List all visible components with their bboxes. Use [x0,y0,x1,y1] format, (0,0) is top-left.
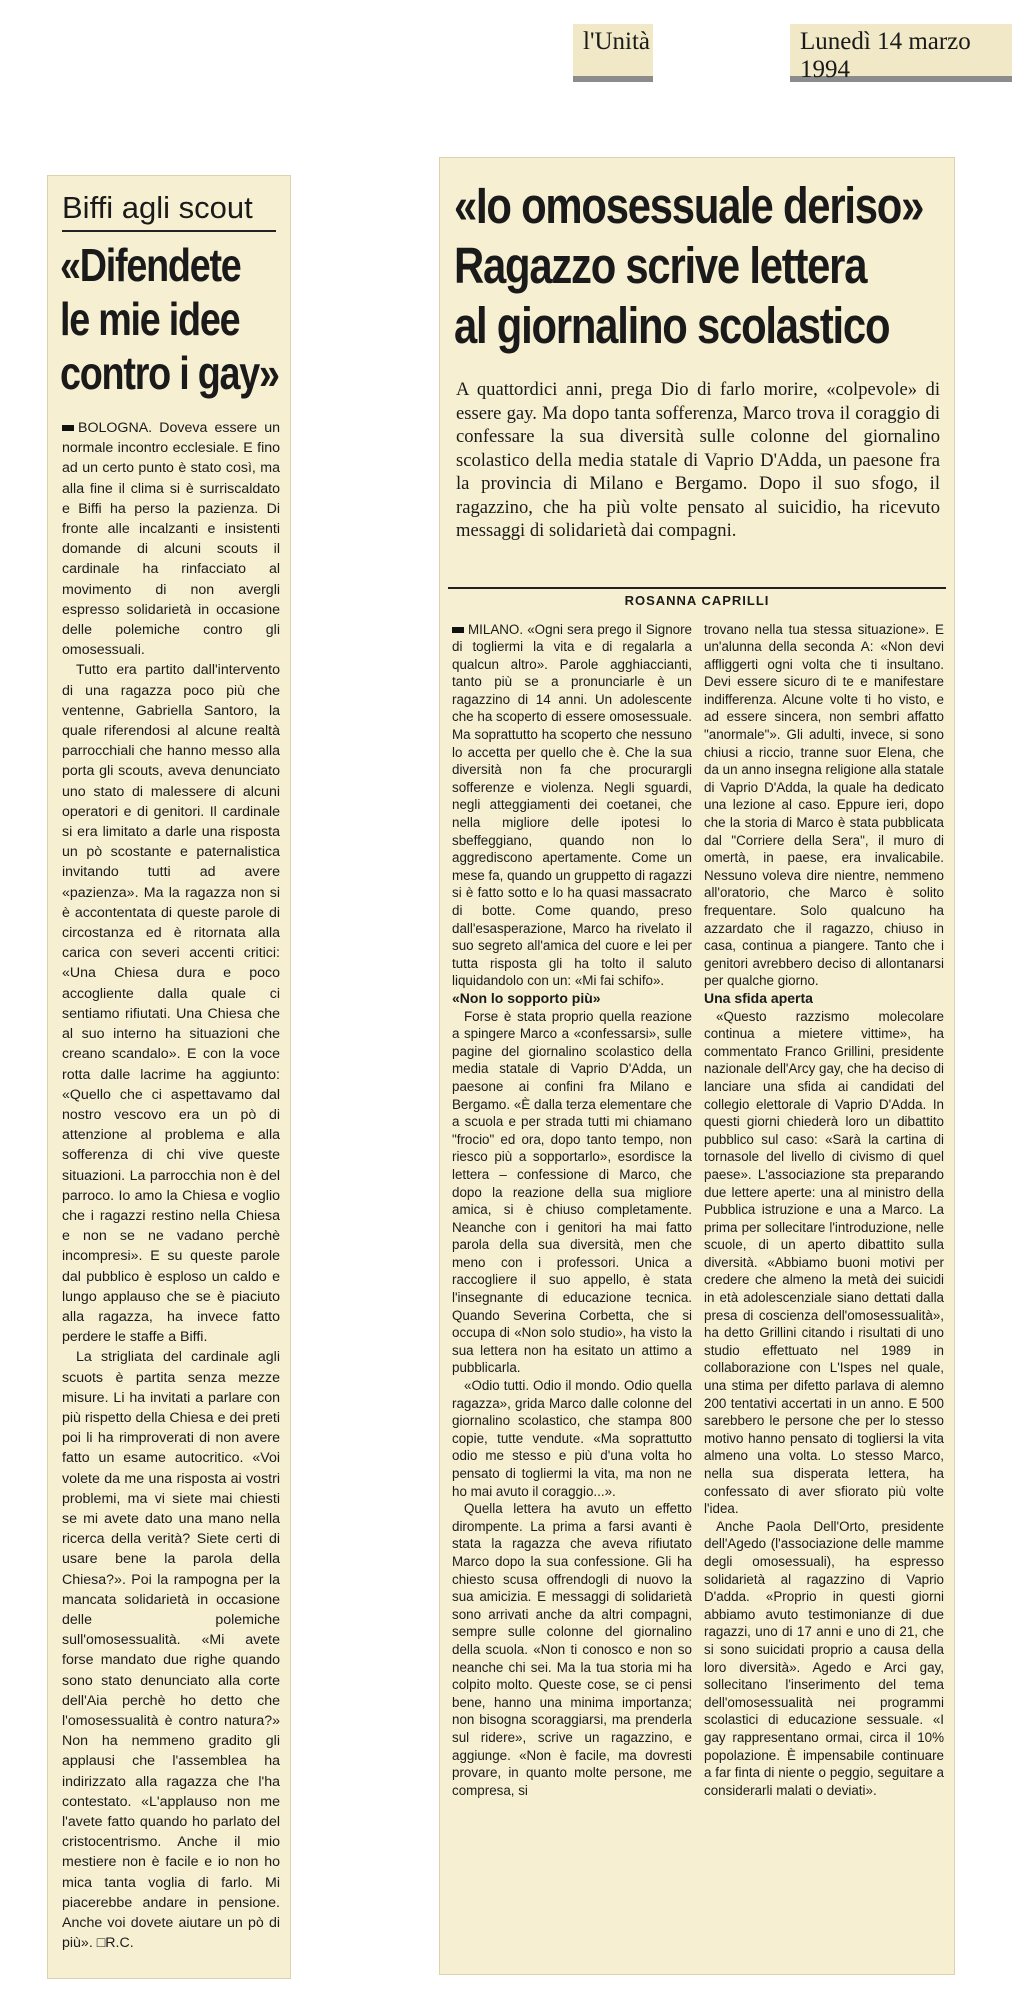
col1-paragraph-1-text: MILANO. «Ogni sera prego il Signore di togliermi la vita e di regalarla a qualcun altro». Parole agghiaccianti, tanto più se a pronunciarle è un ragazzino di 14 anni. Un adolescente che ha scoperto di essere omosessuale. Ma soprattutto ha scoperto che nessuno lo accetta per quello che è. Che la sua diversità non fa che procurargli sofferenze e violenza. Negli sguardi, negli atteggiamenti dei coetanei, che nella migliore delle ipotesi lo sbeffeggiano, quando non lo aggrediscono apertamente. Come un mese fa, quando un gruppetto di ragazzi si è fatto sotto e lo ha quasi massacrato di botte. Come quando, preso dall'esasperazione, Marco ha rivelato il suo segreto all'amica del cuore e lei per tutta risposta gli ha tolto il saluto liquidandolo con un: «Mi fai schifo». [452,621,692,989]
left-paragraph-1 [62,418,280,660]
col1-paragraph-3: «Odio tutti. Odio il mondo. Odio quella ragazza», grida Marco dalle colonne del giornalino scolastico, che stampa 800 copie, tutte vendute. «Ma soprattutto odio me stesso e più d'una volta ho pensato di togliermi la vita, ma non ne ho mai avuto il coraggio...». [452,1378,692,1499]
right-column-1 [452,621,692,1800]
left-paragraph-1-text: BOLOGNA. Doveva essere un normale incontro ecclesiale. E fino ad un certo punto è stato così, ma alla fine il clima si è surriscaldato e Biffi ha perso la pazienza. Di fronte alle incalzanti e insistenti domande di alcuni scouts il cardinale ha rinfacciato al movimento di non avergli espresso solidarietà in occasione delle polemiche contro gli omosessuali. [62,420,280,659]
dateline-square-icon [62,425,74,431]
right-headline-line-1: «Io omosessuale deriso» [454,177,924,234]
left-paragraph-2: Tutto era partito dall'intervento di una ragazza poco più che ventenne, Gabriella Santoro, la quale riferendosi al alcune realtà parrocchiali che hanno messo alla porta gli scouts, aveva denunciato uno stato di malessere di alcuni operatori e di genitori. Il cardinale si era limitato a darle una risposta un pò scostante e paternalistica invitando tutti ad avere «pazienza». Ma la ragazza non si è accontentata di queste parole di circostanza ed è ritornata alla carica con severi accenti critici: «Una Chiesa dura e poco accogliente dalla quale ci sentiamo rifiutati. Una Chiesa che al suo interno ha situazioni che creano scandalo». E con la voce rotta dalle lacrime ha aggiunto: «Quello che ci aspettavamo dal nostro vescovo era un pò di attenzione al problema e alla sofferenza di chi vive queste situazioni. La parrocchia non è del parroco. Io amo la Chiesa e voglio che i ragazzi restino nella Chiesa e non se ne vadano perchè incompresi». E su queste parole dal pubblico è esploso un caldo e lungo applauso che se è piaciuto alla ragazza, ha invece fatto perdere le staffe a Biffi. [62,662,280,1346]
col2-paragraph-1: trovano nella tua stessa situazione». E un'alunna della seconda A: «Non devi affliggerti ogni volta che ti insultano. Devi essere sicuro di te e manifestare indifferenza. Alcune volte ti ho visto, e ad essere sincera, non sembri affatto "anormale"». Gli adulti, invece, si sono chiusi a riccio, tranne suor Elena, che da un anno insegna religione alla statale di Vaprio D'Adda, la quale ha dedicato una lezione al caso. Eppure ieri, dopo che la storia di Marco è stata pubblicata dal "Corriere della Sera", il muro di omertà, in paese, era invalicabile. Nessuno voleva dire nientre, nemmeno all'oratorio, che Marco è solito frequentare. Solo qualcuno ha azzardato che il ragazzo, chiuso in casa, continua a piangere. Tanto che i genitori avrebbero deciso di allontanarsi per qualche giorno. [704,621,944,989]
right-headline-line-2: Ragazzo scrive lettera [454,237,867,294]
col1-subhead: «Non lo sopporto più» [452,989,601,1006]
left-paragraph-3: La strigliata del cardinale agli scuots è partita senza mezze misure. Li ha invitati a parlare con più rispetto della Chiesa e dei preti poi li ha rimproverati di non avere fatto un esame autocritico. «Voi volete da me una risposta ai vostri problemi, ma vi siete mai chiesti se mi avete dato una mano nella ricerca della verità? Siete certi di usare bene la parola della Chiesa?». Poi la rampogna per la mancata solidarietà in occasione delle polemiche sull'omosessualità. «Mi avete forse mandato due righe quando sono stato denunciato alla corte dell'Aia perchè ho detto che l'omosessualità è contro natura?» Non ha nemmeno gradito gli applausi che l'assemblea ha indirizzato alla ragazza che l'ha contestato. «L'applauso non me l'avete fatto quando ho parlato del cristocentrismo. Anche il mio mestiere non è facile e io non ho mica tanta voglia di farlo. Mi piacerebbe andare in pensione. Anche voi dovete aiutare un pò di più». □R.C. [62,1349,280,1952]
col2-paragraph-2: «Questo razzismo molecolare continua a mietere vittime», ha commentato Franco Grillini, presidente nazionale dell'Arcy gay, che ha deciso di lanciare una sfida ai candidati del collegio elettorale di Vaprio D'Adda. In questi giorni chiederà loro un dibattito pubblico sul caso: «Sarà la cartina di tornasole del livello di civismo di quel paese». L'associazione sta preparando due lettere aperte: una al ministro della Pubblica istruzione e una a Marco. La prima per sollecitare l'introduzione, nelle scuole, di un aperto dibattito sulla diversità. «Abbiamo buoni motivi per credere che almeno la metà dei suicidi in età adolescenziale siano dettati dalla presa di coscienza dell'omosessualità», ha detto Grillini citando i risultati di uno studio effettuato nel 1989 in collaborazione con L'Ispes nel quale, una stima per difetto parlava di alemno 200 tentativi accertati in un anno. E 500 sarebbero le persone che per lo stesso motivo hanno pensato di togliersi la vita almeno una volta. Lo stesso Marco, nella sua disperata lettera, ha confessato di aver sfiorato più volte l'idea. [704,1008,944,1517]
dateline-square-icon [452,627,464,633]
byline: ROSANNA CAPRILLI [448,587,946,615]
paper-name-text: l'Unità [583,28,650,55]
right-column-2 [704,621,944,1800]
masthead-paper-name [573,24,653,82]
masthead-date [790,24,1012,82]
right-headline-line-3: al giornalino scolastico [454,297,890,354]
col1-paragraph-2: Forse è stata proprio quella reazione a spingere Marco a «confessarsi», sulle pagine del giornalino scolastico della media statale di Vaprio D'Adda, un paesone ai confini fra Milano e Bergamo. «È dalla terza elementare che a scuola e per strada tutti mi chiamano "frocio" ed ora, dopo tanto tempo, non riesco più a sopportarlo», esordisce la lettera – confessione di Marco, che dopo la reazione della sua migliore amica, si è chiuso completamente. Neanche con i genitori ha mai fatto parola della sua diversità, men che meno con i professori. Unica a raccogliere il suo appello, è stata l'insegnante di educazione tecnica. Quando Severina Corbetta, che si occupa di «Non solo studio», ha visto la sua lettera non ha esitato un attimo a pubblicarla. [452,1008,692,1376]
left-article [48,176,290,1978]
left-kicker: Biffi agli scout [62,190,276,232]
left-headline-line-2: le mie idee [60,293,240,345]
col1-paragraph-4: Quella lettera ha avuto un effetto dirompente. La prima a farsi avanti è stata la ragazza che aveva rifiutato Marco dopo la sua confessione. Gli ha chiesto scusa offrendogli di nuovo la sua amicizia. E messaggi di solidarietà sono arrivati anche da altri compagni, sempre sulle colonne del giornalino della scuola. «Non ti conosco e non so neanche chi sei. Ma la tua storia mi ha colpito molto. Queste cose, se ci pensi bene, hanno una minima importanza; non bisogna scoraggiarsi, ma prenderla sul ridere», scrive un ragazzino, e aggiunge. «Non è facile, ma dovresti provare, in quanto molte persone, me compresa, si [452,1501,692,1798]
date-text: Lunedì 14 marzo 1994 [800,28,971,83]
left-headline-line-1: «Difendete [60,239,241,291]
col1-paragraph-1 [452,621,692,990]
col2-paragraph-3: Anche Paola Dell'Orto, presidente dell'Agedo (l'associazione delle mamme degli omosessuali), ha espresso solidarietà al ragazzino di Vaprio D'adda. «Proprio in questi giorni abbiamo avuto testimonianze di due ragazzi, uno di 17 anni e uno di 21, che si sono suicidati proprio a causa della loro diversità». Agedo e Arci gay, sollecitano l'inserimento del tema dell'omosessualità nei programmi scolastici di educazione sessuale. «I gay rappresentano ormai, circa il 10% popolazione. È impensabile continuare a far finta di niente o peggio, seguitare a considerarli malati o deviati». [704,1518,944,1798]
left-body [62,418,280,1953]
right-columns [452,621,944,1800]
left-headline [60,238,298,400]
col2-subhead: Una sfida aperta [704,989,813,1006]
right-article [440,158,954,1974]
right-lead: A quattordici anni, prega Dio di farlo morire, «colpevole» di essere gay. Ma dopo tanta sofferenza, Marco trova il coraggio di confessare la sua diversità sulle colonne del giornalino scolastico della media statale di Vaprio D'Adda, un paesone fra la provincia di Milano e Bergamo. Dopo il suo sfogo, il ragazzino, che ha più volte pensato al suicidio, ha ricevuto messaggi di solidarietà dai compagni. [456,379,940,541]
right-headline [454,176,960,356]
left-headline-line-3: contro i gay» [60,347,279,399]
